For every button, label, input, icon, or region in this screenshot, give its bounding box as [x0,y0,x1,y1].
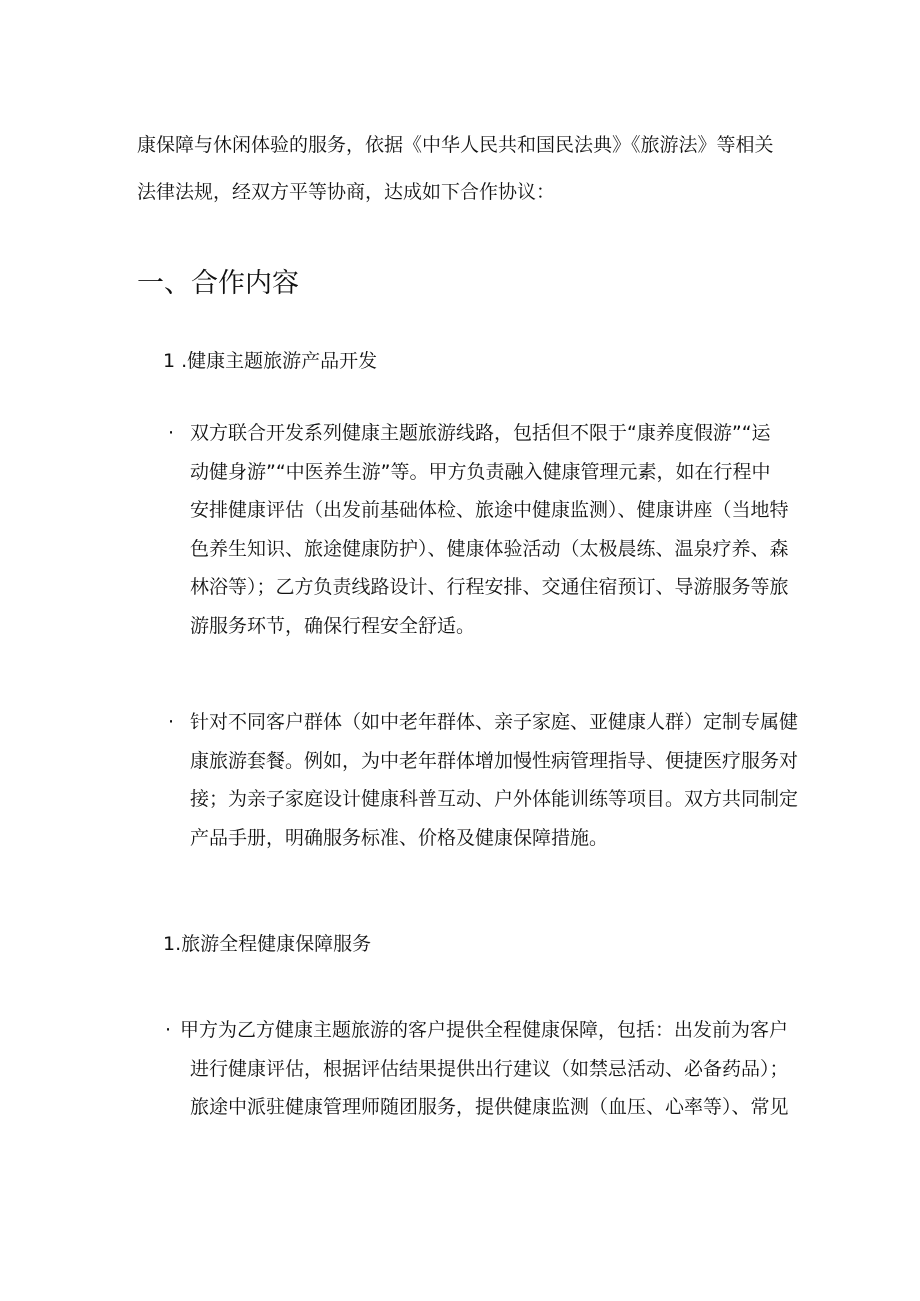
bullet-line: 动健身游”“中医养生游”等。甲方负责融入健康管理元素，如在行程中 [190,460,771,483]
intro-line: 法律法规，经双方平等协商，达成如下合作协议： [137,181,556,203]
intro-line: 康保障与休闲体验的服务，依据《中华人民共和国民法典》《旅游法》等相关 [137,134,774,156]
bullet-line: 旅途中派驻健康管理师随团服务，提供健康监测（血压、心率等）、常见 [190,1096,789,1119]
bullet-line: 双方联合开发系列健康主题旅游线路，包括但不限于“康养度假游”“运 [190,422,771,444]
bullet-line: 接；为亲子家庭设计健康科普互动、户外体能训练等项目。双方共同制定 [190,788,799,811]
bullet-dot: · [168,422,175,444]
subsection-heading-product-development: 1 .健康主题旅游产品开发 [163,350,378,372]
bullet-line: 安排健康评估（出发前基础体检、旅途中健康监测）、健康讲座（当地特 [190,499,789,522]
subsection-heading-health-support: 1.旅游全程健康保障服务 [163,933,372,955]
bullet-dot: · [165,1019,172,1041]
bullet-text [190,414,789,646]
bullet-line: 色养生知识、旅途健康防护）、健康体验活动（太极晨练、温泉疗养、森 [190,537,789,560]
bullet-line: 针对不同客户群体（如中老年群体、亲子家庭、亚健康人群）定制专属健 [190,711,799,733]
bullet-line: 游服务环节，确保行程安全舒适。 [190,614,476,637]
bullet-text [180,1011,789,1127]
bullet-line: 进行健康评估，根据评估结果提供出行建议（如禁忌活动、必备药品）； [190,1057,789,1080]
bullet-dot: · [168,711,175,733]
bullet-line: 产品手册，明确服务标准、价格及健康保障措施。 [190,826,609,849]
bullet-text [190,703,798,857]
bullet-line: 林浴等）；乙方负责线路设计、行程安排、交通住宿预订、导游服务等旅 [190,576,789,599]
section-title: 一、合作内容 [137,268,299,299]
bullet-line: 康旅游套餐。例如，为中老年群体增加慢性病管理指导、便捷医疗服务对 [190,749,799,772]
bullet-line: 甲方为乙方健康主题旅游的客户提供全程健康保障，包括：出发前为客户 [180,1019,789,1041]
intro-paragraph [137,122,797,216]
